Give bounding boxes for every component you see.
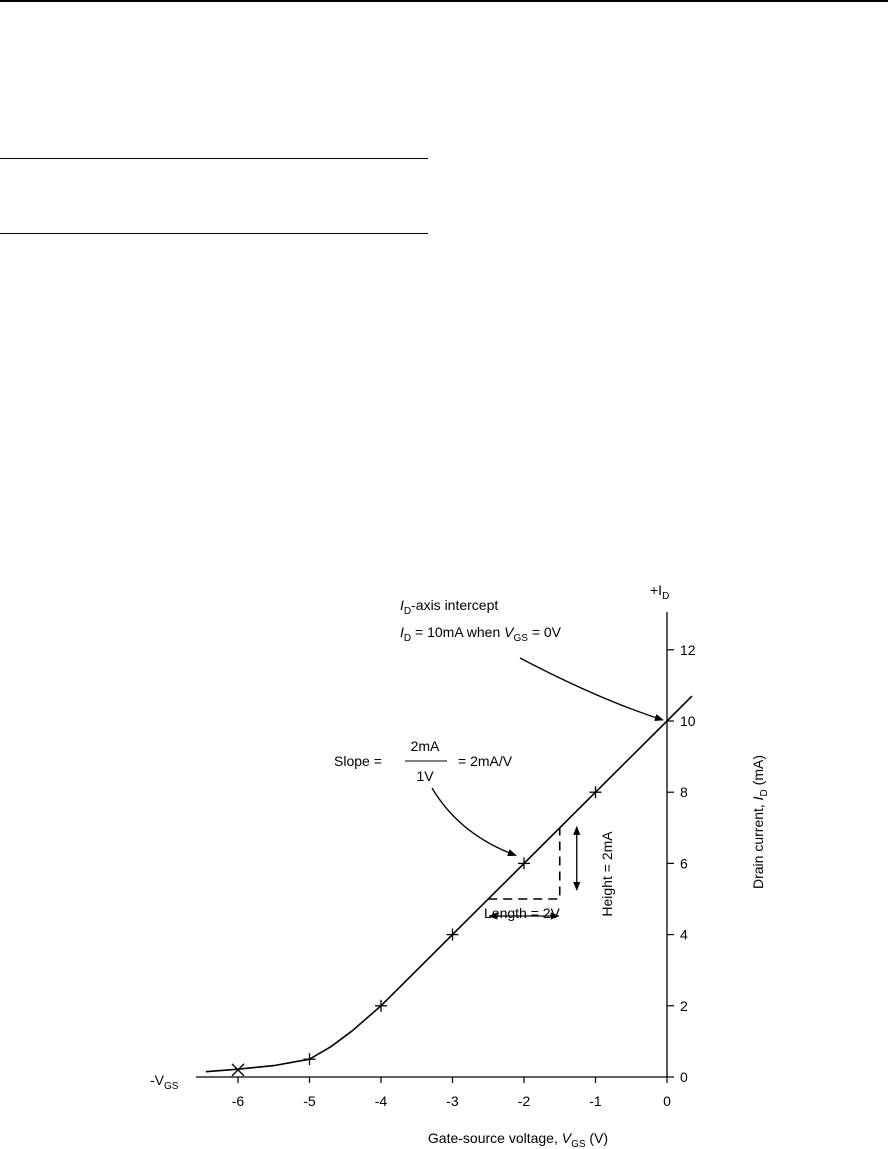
series-curve <box>206 696 692 1072</box>
axis-ticks <box>232 642 696 1109</box>
y-tick-label: 4 <box>680 926 688 943</box>
y-tick-label: 12 <box>680 641 696 658</box>
y-tick-label: 2 <box>680 997 688 1014</box>
x-tick-label: 0 <box>663 1093 671 1109</box>
y-tick-label: 6 <box>680 855 688 872</box>
slope-pointer-arrow <box>432 788 516 855</box>
y-axis-title: Drain current, $I_D$ (mA) <box>750 754 770 890</box>
y-tick-label: 10 <box>680 713 696 729</box>
intercept-pointer-arrow <box>520 658 663 720</box>
slope-denominator: 1V <box>416 768 434 784</box>
y-tick-label: 0 <box>680 1069 688 1085</box>
intercept-annotation-line2: $I_D = 10mA$ when $V_{GS} = 0V$ <box>400 624 562 644</box>
slope-label: Slope = <box>334 753 382 769</box>
x-tick-label: -4 <box>374 1093 388 1109</box>
y-axis-top-label: $+I_D$ <box>650 582 670 602</box>
axes <box>196 612 667 1077</box>
height-label: Height = 2mA <box>599 831 615 917</box>
x-tick-label: -5 <box>303 1093 316 1109</box>
length-label: Length = 2V <box>484 905 560 921</box>
slope-numerator: 2mA <box>410 738 440 754</box>
annotations <box>150 582 770 1149</box>
plot-area <box>206 696 692 1076</box>
x-axis-end-label: $-V_{GS}$ <box>150 1072 179 1092</box>
data-point-marker <box>304 1053 316 1065</box>
x-tick-label: -6 <box>231 1093 245 1109</box>
x-tick-label: -3 <box>446 1093 459 1109</box>
x-tick-label: -2 <box>517 1093 531 1109</box>
x-axis-title: Gate-source voltage, $V_{GS}$ (V) <box>427 1130 609 1149</box>
x-tick-label: -1 <box>589 1093 602 1109</box>
y-tick-label: 8 <box>680 784 688 801</box>
intercept-annotation-line1: $I_D$-axis intercept <box>400 597 499 617</box>
slope-result: = 2mA/V <box>458 753 513 769</box>
